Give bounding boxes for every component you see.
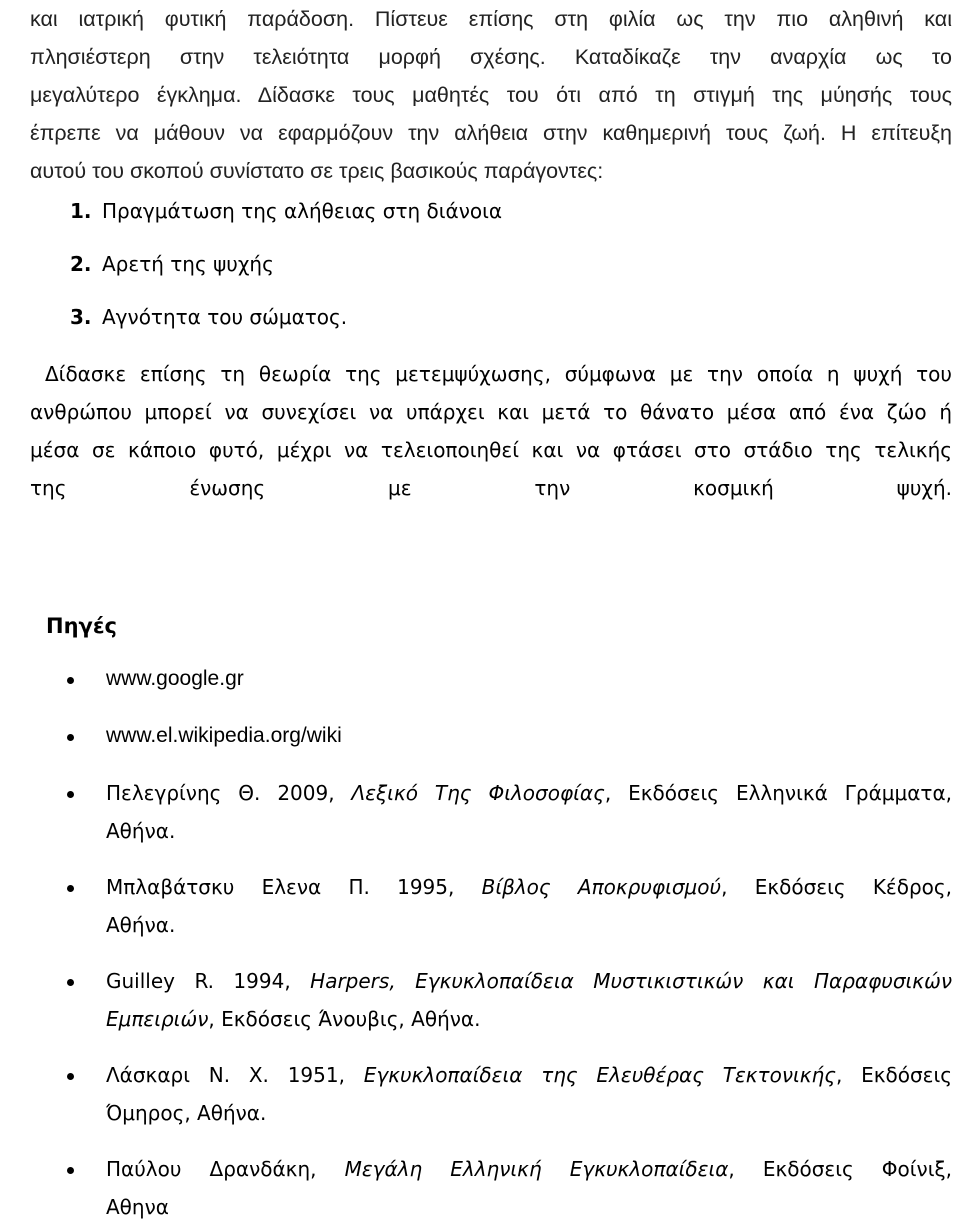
- book-title: Harpers, Εγκυκλοπαίδεια Μυστικιστικών και Παραφυσικών: [310, 969, 952, 993]
- bullet-icon: [67, 734, 74, 741]
- list-item: [62, 962, 952, 1056]
- book-city: Αθηνα: [106, 1195, 169, 1219]
- book-author: Πελεγρίνης Θ. 2009,: [106, 781, 352, 805]
- book-title: Μεγάλη Ελληνική Εγκυκλοπαίδεια: [344, 1157, 729, 1181]
- book-title-continued: Εμπειριών: [106, 1007, 209, 1031]
- bullet-icon: [67, 791, 74, 798]
- list-item: [70, 299, 502, 352]
- book-city: Αθήνα.: [106, 913, 176, 937]
- text-line: πλησιέστερη στην τελειότητα μορφή σχέσης. Καταδίκαζε την αναρχία ως το: [30, 45, 952, 69]
- factors-list: [70, 193, 502, 352]
- book-title: Εγκυκλοπαίδεια της Ελευθέρας Τεκτονικής: [363, 1063, 836, 1087]
- text-line: μεγαλύτερο έγκλημα. Δίδασκε τους μαθητές του ότι από τη στιγμή της μύησής τους: [30, 83, 952, 107]
- text-line: έπρεπε να μάθουν να εφαρμόζουν την αλήθεια στην καθημερινή τους ζωή. Η επίτευξη: [30, 121, 952, 145]
- list-number: 2.: [70, 252, 92, 276]
- list-item: [62, 660, 952, 717]
- source-link[interactable]: www.google.gr: [106, 667, 244, 690]
- bullet-icon: [67, 677, 74, 684]
- book-city: Αθήνα.: [106, 819, 176, 843]
- list-item-text: Αγνότητα του σώματος.: [102, 305, 348, 329]
- book-author: Μπλαβάτσκυ Ελενα Π. 1995,: [106, 875, 482, 899]
- list-item: [62, 1150, 952, 1230]
- book-publisher: , Εκδόσεις Άνουβις, Αθήνα.: [208, 1007, 481, 1031]
- bullet-icon: [67, 1073, 74, 1080]
- metempsychosis-paragraph: [30, 355, 952, 507]
- book-publisher: , Εκδόσεις Ελληνικά Γράμματα,: [604, 781, 953, 805]
- sources-list: [62, 660, 952, 1230]
- list-item: [70, 193, 502, 246]
- intro-paragraph: [30, 0, 952, 190]
- book-author: Λάσκαρι Ν. Χ. 1951,: [106, 1063, 364, 1087]
- list-item-text: Πραγμάτωση της αλήθειας στη διάνοια: [102, 199, 503, 223]
- book-publisher: , Εκδόσεις Φοίνιξ,: [728, 1157, 952, 1181]
- book-title: Λεξικό Της Φιλοσοφίας: [351, 781, 605, 805]
- book-author: Guilley R. 1994,: [106, 969, 311, 993]
- text-line: και ιατρική φυτική παράδοση. Πίστευε επίσης στη φιλία ως την πιο αληθινή και: [30, 7, 952, 31]
- list-item: [62, 717, 952, 774]
- bullet-icon: [67, 885, 74, 892]
- list-number: 3.: [70, 305, 92, 329]
- list-item: [70, 246, 502, 299]
- text-line: Δίδασκε επίσης τη θεωρία της μετεμψύχωσης, σύμφωνα με την οποία η ψυχή του: [45, 362, 952, 386]
- list-item: [62, 774, 952, 868]
- text-line: της ένωσης με την κοσμική ψυχή.: [30, 476, 952, 500]
- sources-heading: Πηγές: [46, 614, 117, 638]
- list-item: [62, 868, 952, 962]
- bullet-icon: [67, 1167, 74, 1174]
- book-publisher: , Εκδόσεις Κέδρος,: [721, 875, 953, 899]
- list-item: [62, 1056, 952, 1150]
- text-line: μέσα σε κάποιο φυτό, μέχρι να τελειοποιηθεί και να φτάσει στο στάδιο της τελικής: [30, 438, 952, 462]
- book-title: Βίβλος Αποκρυφισμού: [481, 875, 722, 899]
- list-item-text: Αρετή της ψυχής: [102, 252, 274, 276]
- text-line: ανθρώπου μπορεί να συνεχίσει να υπάρχει και μετά το θάνατο μέσα από ένα ζώο ή: [30, 400, 952, 424]
- bullet-icon: [67, 979, 74, 986]
- book-city: Όμηρος, Αθήνα.: [106, 1101, 267, 1125]
- book-author: Παύλου Δρανδάκη,: [106, 1157, 345, 1181]
- book-publisher: , Εκδόσεις: [835, 1063, 952, 1087]
- text-line: αυτού του σκοπού συνίστατο σε τρεις βασικούς παράγοντες:: [30, 159, 604, 183]
- source-link[interactable]: www.el.wikipedia.org/wiki: [106, 724, 342, 747]
- list-number: 1.: [70, 199, 92, 223]
